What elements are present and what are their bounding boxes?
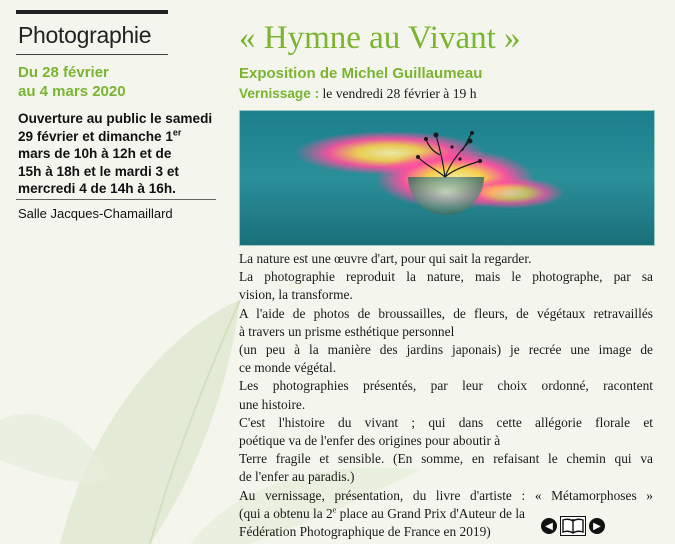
exhibition-subtitle: Exposition de Michel Guillaumeau <box>239 65 483 82</box>
top-rule <box>16 10 168 14</box>
vernissage-line <box>239 86 477 102</box>
opening-hours: Ouverture au public le samedi 29 février et dimanche 1er mars de 10h à 12h et de 15h à 18h et le mardi 3 et mercredi 4 de 14h à 16h. <box>18 111 213 197</box>
open-book-icon[interactable] <box>560 516 586 536</box>
event-dates: Du 28 février au 4 mars 2020 <box>18 64 126 100</box>
section-title: Photographie <box>18 22 152 48</box>
venue-name: Salle Jacques-Chamaillard <box>18 206 173 221</box>
venue-rule <box>16 199 216 200</box>
exhibition-title: « Hymne au Vivant » <box>239 20 521 56</box>
exhibition-photo <box>239 110 655 246</box>
chevron-left-icon[interactable]: ◀ <box>541 518 557 534</box>
section-rule <box>16 54 168 55</box>
vernissage-label: Vernissage : <box>239 86 320 101</box>
vernissage-date: le vendredi 28 février à 19 h <box>322 86 477 101</box>
exhibition-description: La nature est une œuvre d'art, pour qui sait la regarder. La photographie reproduit la nature, mais le photographe, par sa vision, la transforme. A l'aide de photos de broussailles, de fleurs, de végétaux retravaillés à travers un prisme esthétique personnel (un peu à la manière des jardins japonais) je recrée une image de ce monde végétal. Les photographies présentés, par leur choix ordonné, racontent une histoire. C'est l'histoire du vivant ; qui dans cette allégorie florale et poétique va de l'enfer des origines pour aboutir à Terre fragile et sensible. (En somme, en refaisant le chemin qui va de l'enfer au paradis.) Au vernissage, présentation, du livre d'artiste : « Métamorphoses » (qui a obtenu la 2e place au Grand Prix d'Auteur de la Fédération Photographique de France en 2019) <box>239 251 653 540</box>
chevron-right-icon[interactable]: ▶ <box>589 518 605 534</box>
page-navigation <box>541 515 605 537</box>
